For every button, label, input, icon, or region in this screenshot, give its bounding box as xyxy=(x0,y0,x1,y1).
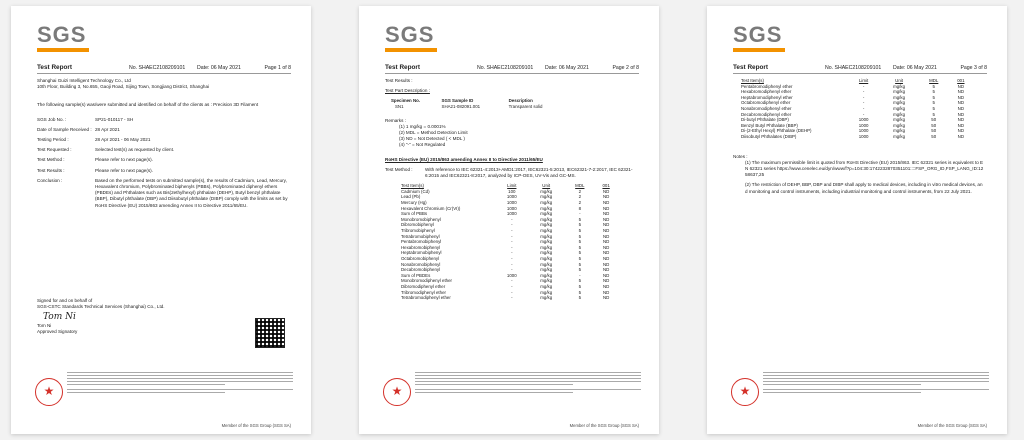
unit-cell: mg/kg xyxy=(540,283,553,289)
note-item: (1) The maximum permissible limit is quoted from RoHS Directive (EU) 2015/863. IEC 62321 series is equivalent to EN 62321 series https://www.cenelec.eu/dyn/www/f?p=104:30:1742232870351101::::FSP_ORG_ID,FSP_LANG_ID:1258637,25 xyxy=(745,159,984,178)
mdl-cell: 5 xyxy=(578,233,582,239)
unit-cell: mg/kg xyxy=(893,89,906,95)
test-item-cell: Decabromobiphenyl xyxy=(401,267,441,273)
page-header xyxy=(37,64,291,74)
result-cell: ND xyxy=(602,194,610,200)
client-company: Shanghai Guizi Intelligent Technology Co., Ltd xyxy=(37,78,131,83)
mdl-cell: 5 xyxy=(578,267,582,273)
report-date: Date: 06 May 2021 xyxy=(893,65,937,71)
test-results-label: Test Results : xyxy=(385,78,413,83)
limit-cell: - xyxy=(862,89,865,95)
field-row xyxy=(37,147,289,153)
result-cell: ND xyxy=(602,250,610,256)
limit-cell: - xyxy=(511,227,513,233)
mdl-cell: 5 xyxy=(578,227,582,233)
limit-cell: - xyxy=(511,255,513,261)
signatory-title: Approved Signatory xyxy=(37,328,78,334)
limit-cell: - xyxy=(511,295,513,301)
mdl-cell: - xyxy=(579,211,581,217)
mdl-cell: 5 xyxy=(578,250,582,256)
notes-list xyxy=(745,160,985,195)
page-number: Page 1 of 8 xyxy=(264,65,291,71)
mdl-cell: 5 xyxy=(932,94,935,100)
limit-cell: - xyxy=(862,111,865,117)
test-item-cell: Tribromodiphenyl ether xyxy=(401,289,446,295)
unit-cell: mg/kg xyxy=(540,289,553,295)
test-item-cell: Dibromobiphenyl xyxy=(401,222,434,228)
mdl-cell: 5 xyxy=(578,216,582,222)
test-part-label: Test Part Description : xyxy=(385,88,430,94)
report-date: Date: 06 May 2021 xyxy=(545,65,589,71)
sgs-stamp-icon: ★ xyxy=(731,378,759,406)
limit-cell: 1000 xyxy=(506,205,517,211)
test-method-row: Test Method : With reference to IEC 62321-4:2013+AMD1:2017, IEC62321-5:2013, IEC62321-7-2:2017, IEC 62321-6:2015 and IEC62321-8:2017, analyzed by ICP-OES, UV-Vis and GC-MS. xyxy=(385,167,637,179)
result-cell: ND xyxy=(602,261,610,267)
results-table: Test Item(s) Limit Unit MDL 001 Pentabromodiphenyl ether - mg/kg 5 ND Hexabromodiphenyl ether - mg/kg 5 ND Heptabromodiphenyl ether - mg/kg 5 ND Octabromodiphenyl ether - mg/kg 5 ND Nonabromodiphenyl ether - mg/kg 5 ND Decabromodiphenyl ether - mg/kg 5 ND Di-butyl Phthalate (DBP) 1000 mg/kg 50 ND Benzyl Butyl Phthalate (BBP) 1000 mg/kg 50 ND Di-(2-Ethyl Hexyl) Phthalate (DEHP) 1000 mg/kg 50 ND Diisobutyl Phthalates (DIBP) 1000 mg/kg 50 ND xyxy=(741,78,973,140)
result-cell: ND xyxy=(957,89,965,95)
unit-cell: mg/kg xyxy=(540,261,553,267)
result-cell: ND xyxy=(602,278,610,284)
test-item-cell: Di-butyl Phthalate (DBP) xyxy=(741,117,789,123)
result-cell: ND xyxy=(957,100,965,106)
result-cell: ND xyxy=(602,227,610,233)
limit-cell: - xyxy=(511,289,513,295)
field-label: Date of Sample Received : xyxy=(37,126,92,132)
unit-cell: mg/kg xyxy=(540,222,553,228)
result-cell: ND xyxy=(957,83,965,89)
unit-cell: mg/kg xyxy=(540,233,553,239)
mdl-cell: 5 xyxy=(932,89,935,95)
mdl-cell: 2 xyxy=(578,200,582,205)
note-item: (2) The restriction of DEHP, BBP, DBP and DIBP shall apply to medical devices, including in vitro medical devices, and monitoring and control instruments, including industrial monitoring and control instruments, from 22 July 2021. xyxy=(745,182,983,194)
sgs-logo: SGS xyxy=(733,20,789,54)
field-label: SGS Job No. : xyxy=(37,116,67,122)
field-label: Test Requested : xyxy=(37,147,72,153)
test-item-cell: Hexavalent Chromium (Cr(VI)) xyxy=(401,205,461,211)
result-cell: ND xyxy=(957,117,965,123)
test-item-cell: Tetrabromodiphenyl ether xyxy=(401,295,451,301)
result-cell: ND xyxy=(957,94,965,100)
result-cell: ND xyxy=(957,133,965,139)
limit-cell: - xyxy=(511,216,513,222)
limit-cell: - xyxy=(511,244,513,250)
test-item-cell: Pentabromodiphenyl ether xyxy=(741,83,793,89)
field-row xyxy=(37,137,289,143)
field-value: 28 Apr 2021 xyxy=(95,126,120,132)
mdl-cell: 5 xyxy=(578,289,582,295)
mdl-cell: 5 xyxy=(578,295,582,301)
page-body xyxy=(733,78,985,199)
mdl-cell: 5 xyxy=(932,83,935,89)
report-date: Date: 06 May 2021 xyxy=(197,65,241,71)
limit-cell: 1000 xyxy=(506,272,517,278)
result-cell: ND xyxy=(602,244,610,250)
test-item-cell: Decabromodiphenyl ether xyxy=(741,111,792,117)
field-value: Selected test(s) as requested by client. xyxy=(95,147,175,153)
mdl-cell: 5 xyxy=(578,261,582,267)
signature-block: Signed for and on behalf of SGS-CSTC Standards Technical Services (Shanghai) Co., Ltd. Tom Ni Tom Ni Approved Signatory xyxy=(37,298,165,334)
member-text: Member of the SGS Group (SGS SA) xyxy=(221,423,291,428)
table-row xyxy=(401,295,618,301)
mdl-cell: 8 xyxy=(578,205,582,211)
result-cell: ND xyxy=(602,289,610,295)
field-label: Test Method : xyxy=(37,157,65,163)
unit-cell: mg/kg xyxy=(540,188,553,194)
mdl-cell: 2 xyxy=(578,194,582,200)
unit-cell: mg/kg xyxy=(893,117,906,123)
remarks-list xyxy=(399,124,637,149)
mdl-cell: 2 xyxy=(578,188,582,194)
unit-cell: mg/kg xyxy=(540,211,553,217)
mdl-cell: 50 xyxy=(931,122,937,128)
unit-cell: mg/kg xyxy=(540,278,553,284)
test-item-cell: Monobromobiphenyl xyxy=(401,216,441,222)
field-row xyxy=(37,127,289,133)
result-cell: ND xyxy=(957,128,965,134)
test-item-cell: Hexabromodiphenyl ether xyxy=(741,89,792,95)
test-method-text: With reference to IEC 62321-4:2013+AMD1:2017, IEC62321-5:2013, IEC62321-7-2:2017, IEC 62321-6:2015 and IEC62321-8:2017, analyzed by ICP-OES, UV-Vis and GC-MS. xyxy=(425,166,633,179)
unit-cell: mg/kg xyxy=(893,100,906,106)
conclusion-row: Conclusion : Based on the performed tests on submitted sample(s), the results of Cadmium, Lead, Mercury, Hexavalent chromium, Polybrominated biphenyls (PBBs), Polybrominated diphenyl ethers (PBDEs) and Phthalates such as Bis(2ethylhexyl) phthalate (DEHP), Butyl benzyl phthalate (BBP), Dibutyl phthalate (DBP) and Diisobutyl phthalate (DIBP) comply with the limits as set by RoHS Directive (EU) 2015/863 amending Annex II to Directive 2011/65/EU. xyxy=(37,177,288,208)
mdl-cell: 5 xyxy=(578,244,582,250)
limit-cell: - xyxy=(511,283,513,289)
test-item-cell: Tribromobiphenyl xyxy=(401,227,435,233)
report-title: Test Report xyxy=(385,64,421,71)
limit-cell: - xyxy=(511,278,513,284)
limit-cell: - xyxy=(511,222,513,228)
remark-item: (3) ND = Not Detected ( < MDL ) xyxy=(399,136,465,142)
unit-cell: mg/kg xyxy=(540,200,553,205)
mdl-cell: 5 xyxy=(578,278,582,284)
result-cell: ND xyxy=(602,295,610,301)
unit-cell: mg/kg xyxy=(893,111,906,117)
unit-cell: mg/kg xyxy=(893,128,906,134)
unit-cell: mg/kg xyxy=(540,244,553,250)
remark-item: (4) "-" = Not Regulated xyxy=(399,142,446,148)
test-item-cell: Pentabromobiphenyl xyxy=(401,239,442,245)
report-title: Test Report xyxy=(37,64,73,71)
page-footer xyxy=(725,370,989,428)
test-item-cell: Sum of PBDEs xyxy=(401,272,431,278)
limit-cell: - xyxy=(511,233,513,239)
table-row xyxy=(741,134,973,140)
unit-cell: mg/kg xyxy=(540,227,553,233)
result-cell: ND xyxy=(957,105,965,111)
test-item-cell: Monobromodiphenyl ether xyxy=(401,278,453,284)
sgs-stamp-icon: ★ xyxy=(35,378,63,406)
page-body xyxy=(37,78,289,217)
result-cell: ND xyxy=(602,267,610,273)
result-cell: ND xyxy=(602,222,610,228)
member-text: Member of the SGS Group (SGS SA) xyxy=(917,423,987,428)
mdl-cell: 5 xyxy=(932,100,935,106)
limit-cell: 1000 xyxy=(858,117,869,123)
result-cell: ND xyxy=(602,188,610,194)
test-item-cell: Sum of PBBs xyxy=(401,211,428,217)
result-cell: ND xyxy=(602,239,610,245)
test-item-cell: Nonabromodiphenyl ether xyxy=(741,105,792,111)
mdl-cell: 50 xyxy=(931,128,937,134)
sgs-logo: SGS xyxy=(37,20,93,54)
sgs-logo: SGS xyxy=(385,20,441,54)
limit-cell: 1000 xyxy=(506,211,517,217)
field-row xyxy=(37,168,289,174)
mdl-cell: 5 xyxy=(578,239,582,245)
unit-cell: mg/kg xyxy=(893,83,906,89)
page-number: Page 3 of 8 xyxy=(960,65,987,71)
limit-cell: - xyxy=(511,261,513,267)
result-cell: ND xyxy=(957,111,965,117)
report-page-1 xyxy=(11,6,311,434)
result-cell: ND xyxy=(602,283,610,289)
report-page-2 xyxy=(359,6,659,434)
test-item-cell: Octabromodiphenyl ether xyxy=(741,100,791,106)
remark-item: (2) MDL = Method Detection Limit xyxy=(399,130,468,135)
field-row xyxy=(37,117,289,123)
mdl-cell: 5 xyxy=(578,222,582,228)
limit-cell: 1000 xyxy=(858,128,869,134)
test-item-cell: Di-(2-Ethyl Hexyl) Phthalate (DEHP) xyxy=(741,128,812,134)
limit-cell: - xyxy=(511,250,513,256)
unit-cell: mg/kg xyxy=(540,250,553,256)
report-page-3 xyxy=(707,6,1007,434)
result-cell: ND xyxy=(602,205,610,211)
result-cell: ND xyxy=(602,200,610,205)
page-body xyxy=(385,78,637,301)
mdl-cell: 5 xyxy=(578,255,582,261)
client-address: 10th Floor, Building 3, No.655, Gaoji Road, Sijing Town, Songjiang District, Shanghai xyxy=(37,84,210,90)
unit-cell: mg/kg xyxy=(540,216,553,222)
member-text: Member of the SGS Group (SGS SA) xyxy=(569,423,639,428)
field-row xyxy=(37,157,289,163)
remark-item: (1) 1 mg/kg = 0.0001% xyxy=(399,123,446,129)
unit-cell: mg/kg xyxy=(893,105,906,111)
remarks-label: Remarks : xyxy=(385,117,406,123)
limit-cell: - xyxy=(862,105,865,111)
limit-cell: - xyxy=(862,83,865,89)
page-header xyxy=(385,64,639,74)
directive-heading: RoHS Directive (EU) 2015/863 amending Annex II to Directive 2011/65/EU xyxy=(385,156,543,162)
unit-cell: mg/kg xyxy=(540,295,553,301)
limit-cell: - xyxy=(511,267,513,273)
unit-cell: mg/kg xyxy=(540,194,553,200)
unit-cell: mg/kg xyxy=(893,122,906,128)
report-number: No. SHAEC2108209101 xyxy=(477,65,534,71)
mdl-cell: 50 xyxy=(931,133,937,139)
limit-cell: 1000 xyxy=(858,122,869,128)
result-cell: ND xyxy=(602,211,610,217)
result-cell: ND xyxy=(957,122,965,128)
limit-cell: 1000 xyxy=(858,133,869,139)
unit-cell: mg/kg xyxy=(893,133,906,139)
handwritten-signature: Tom Ni xyxy=(43,312,76,323)
field-value: Please refer to next page(s). xyxy=(95,157,153,163)
unit-cell: mg/kg xyxy=(540,205,553,211)
qr-code xyxy=(255,318,285,348)
conclusion-text: Based on the performed tests on submitted sample(s), the results of Cadmium, Lead, Mercury, Hexavalent chromium, Polybrominated biphenyls (PBBs), Polybrominated diphenyl ethers (PBDEs) and Phthalates such as Bis(2ethylhexyl) phthalate (DEHP), Butyl benzyl phthalate (BBP), Dibutyl phthalate (DBP) and Diisobutyl phthalate (DIBP) comply with the limits as set by RoHS Directive (EU) 2015/863 amending Annex II to Directive 2011/65/EU. xyxy=(95,177,288,208)
unit-cell: mg/kg xyxy=(540,267,553,273)
test-item-cell: Mercury (Hg) xyxy=(401,200,427,205)
sgs-stamp-icon: ★ xyxy=(383,378,411,406)
unit-cell: mg/kg xyxy=(540,239,553,245)
sample-intro: The following sample(s) was/were submitted and identified on behalf of the clients as : Precision 3D Filament xyxy=(37,102,259,108)
mdl-cell: 50 xyxy=(931,117,937,123)
result-cell: ND xyxy=(602,216,610,222)
test-item-cell: Tetrabromobiphenyl xyxy=(401,233,440,239)
mdl-cell: 5 xyxy=(578,283,582,289)
test-item-cell: Nonabromobiphenyl xyxy=(401,261,441,267)
page-footer xyxy=(29,370,293,428)
unit-cell: mg/kg xyxy=(540,272,553,278)
limit-cell: - xyxy=(511,239,513,245)
report-number: No. SHAEC2108209101 xyxy=(129,65,186,71)
mdl-cell: - xyxy=(579,272,581,278)
test-item-cell: Diisobutyl Phthalates (DIBP) xyxy=(741,133,797,139)
limit-cell: 1000 xyxy=(506,200,517,205)
report-title: Test Report xyxy=(733,64,769,71)
specimen-table: Specimen No. SGS Sample ID Description SN1 SHA21-082091.001 Transparent solid xyxy=(391,98,543,109)
unit-cell: mg/kg xyxy=(893,94,906,100)
result-cell: ND xyxy=(602,255,610,261)
test-item-cell: Cadmium (Cd) xyxy=(401,188,430,194)
signatory-name: Tom Ni xyxy=(37,322,52,328)
report-number: No. SHAEC2108209101 xyxy=(825,65,882,71)
test-item-cell: Benzyl Butyl Phthalate (BBP) xyxy=(741,122,798,128)
test-item-cell: Heptabromodiphenyl ether xyxy=(741,94,793,100)
field-value: 28 Apr 2021 - 06 May 2021 xyxy=(95,137,151,143)
mdl-cell: 5 xyxy=(932,111,935,117)
test-item-cell: Dibromodiphenyl ether xyxy=(401,283,446,289)
page-number: Page 2 of 8 xyxy=(612,65,639,71)
field-label: Testing Period : xyxy=(37,137,69,143)
limit-cell: 1000 xyxy=(506,194,517,200)
result-cell: ND xyxy=(602,233,610,239)
report-fields xyxy=(37,117,289,174)
mdl-cell: 5 xyxy=(932,105,935,111)
limit-cell: - xyxy=(862,100,865,106)
notes-label: Notes : xyxy=(733,153,748,159)
test-item-cell: Hexabromobiphenyl xyxy=(401,244,441,250)
field-label: Test Results : xyxy=(37,167,65,173)
field-value: Please refer to next page(s). xyxy=(95,167,153,173)
page-footer xyxy=(377,370,641,428)
test-item-cell: Lead (Pb) xyxy=(401,194,421,200)
result-cell: ND xyxy=(602,272,610,278)
test-item-cell: Octabromobiphenyl xyxy=(401,255,440,261)
unit-cell: mg/kg xyxy=(540,255,553,261)
test-item-cell: Heptabromobiphenyl xyxy=(401,250,442,256)
limit-cell: - xyxy=(862,94,865,100)
limit-cell: 100 xyxy=(508,188,516,194)
field-value: SP21-010117 - SH xyxy=(95,116,134,122)
page-header xyxy=(733,64,987,74)
results-table: Test Item(s) Limit Unit MDL 001 Cadmium (Cd) 100 mg/kg 2 ND Lead (Pb) 1000 mg/kg 2 ND Mercury (Hg) 1000 mg/kg 2 ND Hexavalent Chromium (Cr(VI)) 1000 mg/kg 8 ND Sum of PBBs 1000 mg/kg - ND Monobromobiphenyl - mg/kg 5 ND Dibromobiphenyl - mg/kg 5 ND Tribromobiphenyl - mg/kg 5 ND Tetrabromobiphenyl - mg/kg 5 ND Pentabromobiphenyl - mg/kg 5 ND Hexabromobiphenyl - mg/kg 5 ND Heptabromobiphenyl - mg/kg 5 ND Octabromobiphenyl - mg/kg 5 ND Nonabromobiphenyl - mg/kg 5 ND Decabromobiphenyl - mg/kg 5 ND Sum of PBDEs 1000 mg/kg - ND Monobromodiphenyl ether - mg/kg 5 ND Dibromodiphenyl ether - mg/kg 5 ND Tribromodiphenyl ether - mg/kg 5 ND Tetrabromodiphenyl ether - mg/kg 5 ND xyxy=(401,183,618,300)
